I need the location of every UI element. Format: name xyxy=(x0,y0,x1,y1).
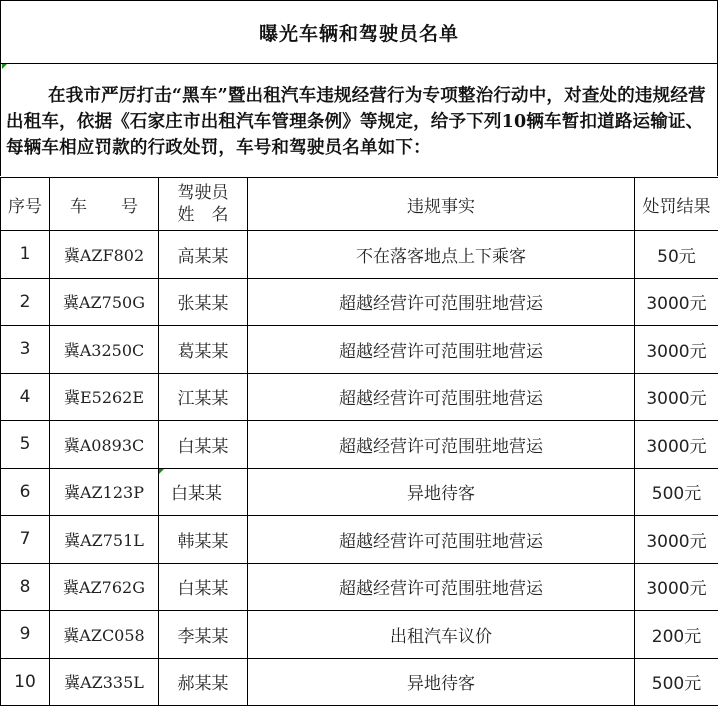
table-row xyxy=(1,373,718,421)
cell-driver[interactable]: 郝某某 xyxy=(159,658,248,706)
header-index[interactable]: 序号 xyxy=(1,178,50,231)
cell-driver[interactable]: 高某某 xyxy=(159,231,248,279)
cell-plate[interactable]: 冀AZ751L xyxy=(50,516,159,564)
cell-index[interactable]: 1 xyxy=(1,231,50,279)
header-penalty[interactable]: 处罚结果 xyxy=(635,178,718,231)
cell-driver[interactable]: 葛某某 xyxy=(159,326,248,374)
cell-penalty[interactable]: 50元 xyxy=(635,231,718,279)
cell-driver[interactable]: 张某某 xyxy=(159,278,248,326)
cell-violation[interactable]: 超越经营许可范围驻地营运 xyxy=(248,373,635,421)
comment-marker-icon[interactable] xyxy=(2,64,7,69)
table-row xyxy=(1,421,718,469)
cell-plate[interactable]: 冀AZ750G xyxy=(50,278,159,326)
cell-plate[interactable]: 冀AZC058 xyxy=(50,611,159,659)
cell-plate[interactable]: 冀A3250C xyxy=(50,326,159,374)
cell-index[interactable]: 6 xyxy=(1,468,50,516)
table-row xyxy=(1,658,718,706)
cell-plate[interactable]: 冀AZF802 xyxy=(50,231,159,279)
table-row xyxy=(1,516,718,564)
cell-violation[interactable]: 超越经营许可范围驻地营运 xyxy=(248,563,635,611)
cell-violation[interactable]: 不在落客地点上下乘客 xyxy=(248,231,635,279)
header-driver-line1: 驾驶员 xyxy=(177,183,229,203)
table-row xyxy=(1,563,718,611)
header-plate[interactable]: 车 号 xyxy=(50,178,159,231)
cell-penalty[interactable]: 500元 xyxy=(635,658,718,706)
table-row xyxy=(1,468,718,516)
cell-index[interactable]: 10 xyxy=(1,658,50,706)
intro-paragraph: 在我市严厉打击“黑车”暨出租汽车违规经营行为专项整治行动中，对查处的违规经营出租车，依据《石家庄市出租汽车管理条例》等规定，给予下列10辆车暂扣道路运输证、每辆车相应罚款的行政处罚，车号和驾驶员名单如下： xyxy=(6,86,706,158)
cell-plate[interactable]: 冀A0893C xyxy=(50,421,159,469)
cell-index[interactable]: 5 xyxy=(1,421,50,469)
cell-penalty[interactable]: 3000元 xyxy=(635,421,718,469)
cell-index[interactable]: 2 xyxy=(1,278,50,326)
document-title: 曝光车辆和驾驶员名单 xyxy=(258,22,459,45)
cell-driver[interactable]: 白某某 xyxy=(159,563,248,611)
cell-violation[interactable]: 超越经营许可范围驻地营运 xyxy=(248,516,635,564)
cell-penalty[interactable]: 200元 xyxy=(635,611,718,659)
cell-violation[interactable]: 异地待客 xyxy=(248,468,635,516)
cell-plate[interactable]: 冀AZ335L xyxy=(50,658,159,706)
cell-penalty[interactable]: 3000元 xyxy=(635,516,718,564)
cell-index[interactable]: 8 xyxy=(1,563,50,611)
cell-driver[interactable]: 李某某 xyxy=(159,611,248,659)
cell-penalty[interactable]: 3000元 xyxy=(635,326,718,374)
cell-driver[interactable]: 白某某 xyxy=(159,421,248,469)
cell-plate[interactable]: 冀E5262E xyxy=(50,373,159,421)
cell-violation[interactable]: 异地待客 xyxy=(248,658,635,706)
cell-violation[interactable]: 超越经营许可范围驻地营运 xyxy=(248,278,635,326)
table-row xyxy=(1,326,718,374)
cell-penalty[interactable]: 3000元 xyxy=(635,373,718,421)
comment-marker-icon[interactable] xyxy=(159,469,164,474)
header-driver-line2: 姓 名 xyxy=(177,205,229,225)
cell-index[interactable]: 9 xyxy=(1,611,50,659)
cell-index[interactable]: 7 xyxy=(1,516,50,564)
cell-driver[interactable] xyxy=(159,468,248,516)
header-violation[interactable]: 违规事实 xyxy=(248,178,635,231)
cell-penalty[interactable]: 3000元 xyxy=(635,563,718,611)
cell-index[interactable]: 3 xyxy=(1,326,50,374)
cell-driver[interactable]: 韩某某 xyxy=(159,516,248,564)
header-driver[interactable] xyxy=(159,178,248,231)
table-row xyxy=(1,278,718,326)
cell-violation[interactable]: 超越经营许可范围驻地营运 xyxy=(248,421,635,469)
title-cell[interactable] xyxy=(0,0,718,64)
cell-penalty[interactable]: 500元 xyxy=(635,468,718,516)
table-row xyxy=(1,231,718,279)
table-row xyxy=(1,611,718,659)
cell-violation[interactable]: 出租汽车议价 xyxy=(248,611,635,659)
cell-driver[interactable]: 江某某 xyxy=(159,373,248,421)
cell-plate[interactable]: 冀AZ762G xyxy=(50,563,159,611)
cell-penalty[interactable]: 3000元 xyxy=(635,278,718,326)
cell-plate[interactable]: 冀AZ123P xyxy=(50,468,159,516)
table-header-row xyxy=(1,178,718,231)
cell-violation[interactable]: 超越经营许可范围驻地营运 xyxy=(248,326,635,374)
violations-table xyxy=(0,177,718,706)
cell-index[interactable]: 4 xyxy=(1,373,50,421)
intro-cell[interactable] xyxy=(0,63,718,176)
cell-driver-text: 白某某 xyxy=(171,484,222,505)
